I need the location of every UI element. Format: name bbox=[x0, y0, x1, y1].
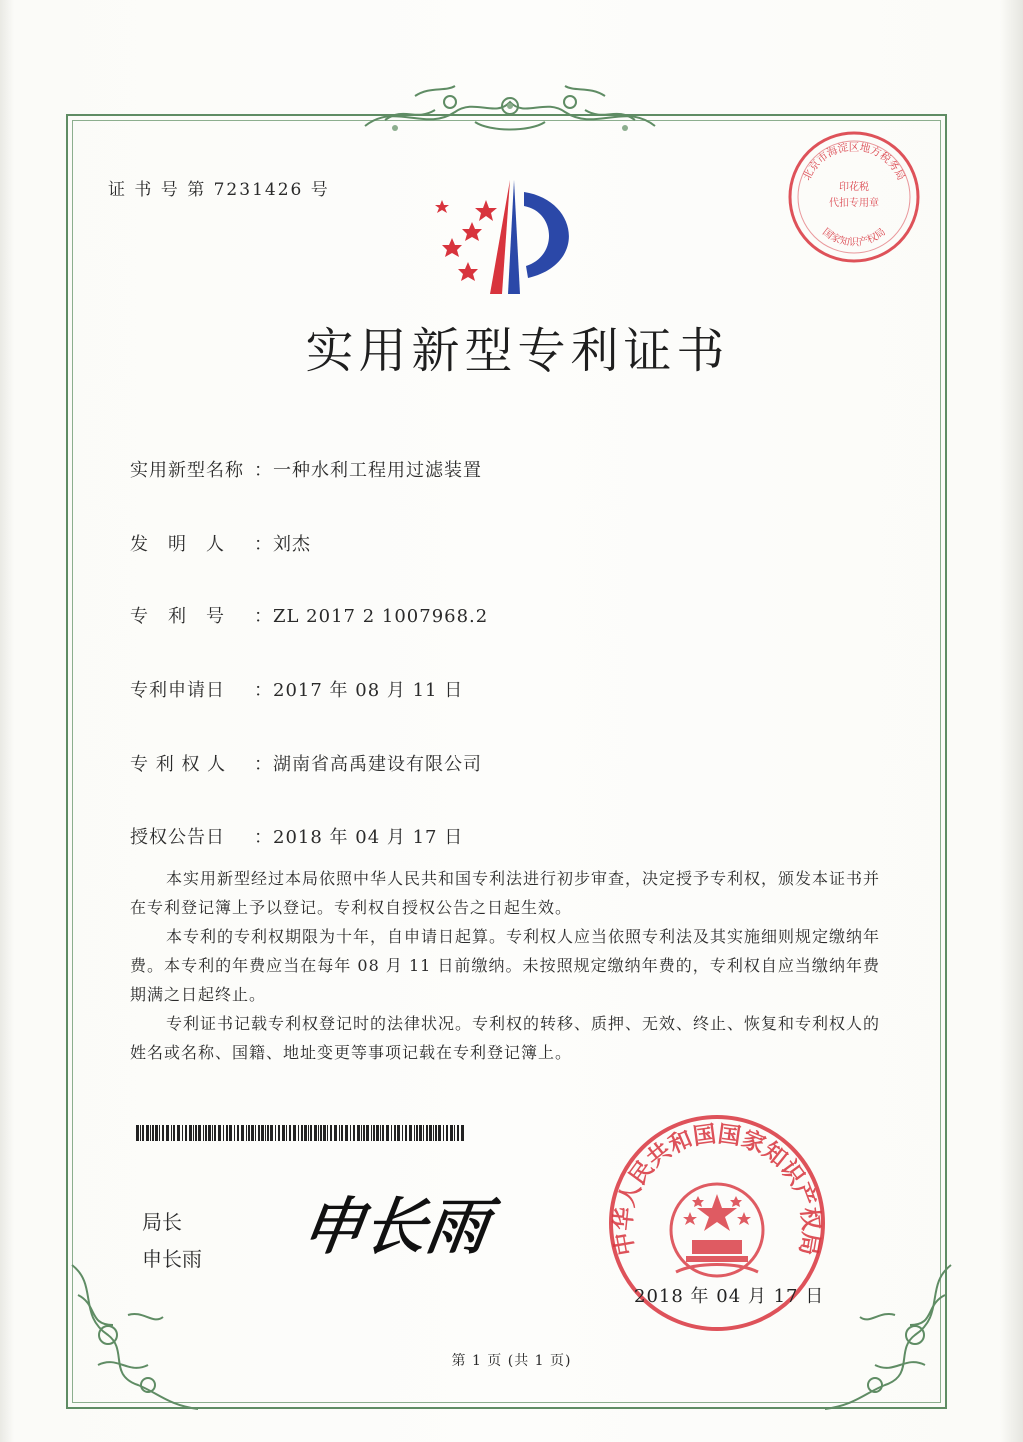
barcode-bar bbox=[334, 1125, 337, 1141]
barcode-bar bbox=[314, 1125, 317, 1141]
barcode-bar bbox=[386, 1125, 389, 1141]
barcode-bar bbox=[193, 1125, 194, 1141]
barcode-bar bbox=[218, 1125, 221, 1141]
field-label: 专利申请日 bbox=[130, 680, 225, 701]
barcode-bar bbox=[251, 1125, 254, 1141]
field-label: 实用新型名称 bbox=[130, 460, 244, 481]
barcode-bar bbox=[353, 1125, 355, 1141]
field-value: 刘杰 bbox=[273, 534, 311, 555]
barcode-bar bbox=[446, 1125, 448, 1141]
barcode-bar bbox=[223, 1125, 224, 1141]
barcode-bar bbox=[203, 1125, 204, 1141]
barcode-bar bbox=[318, 1125, 319, 1141]
field-separator: ： bbox=[254, 606, 273, 627]
bottom-left-ornament bbox=[68, 1255, 208, 1415]
barcode-bar bbox=[345, 1125, 348, 1141]
field-patentee bbox=[130, 750, 482, 776]
certificate-body bbox=[130, 864, 880, 1067]
barcode-bar bbox=[261, 1125, 264, 1141]
barcode-bar bbox=[177, 1125, 180, 1141]
bottom-right-ornament bbox=[815, 1255, 955, 1415]
field-patent-number bbox=[130, 602, 488, 628]
barcode-bar bbox=[366, 1125, 369, 1141]
barcode-bar bbox=[229, 1125, 232, 1141]
barcode-bar bbox=[182, 1125, 183, 1141]
field-label: 专 利 号 bbox=[130, 606, 225, 627]
barcode-bar bbox=[241, 1125, 244, 1141]
field-inventor bbox=[130, 530, 311, 556]
barcode-bar bbox=[433, 1125, 434, 1141]
barcode bbox=[136, 1125, 464, 1141]
director-title: 局长 bbox=[142, 1210, 182, 1234]
director-signature bbox=[292, 1178, 512, 1270]
barcode-bar bbox=[214, 1125, 216, 1141]
barcode-bar bbox=[454, 1125, 455, 1141]
barcode-bar bbox=[237, 1125, 239, 1141]
barcode-bar bbox=[166, 1125, 169, 1141]
barcode-bar bbox=[226, 1125, 228, 1141]
barcode-bar bbox=[397, 1125, 400, 1141]
barcode-bar bbox=[409, 1125, 412, 1141]
barcode-bar bbox=[310, 1125, 312, 1141]
barcode-bar bbox=[136, 1125, 139, 1141]
barcode-bar bbox=[173, 1125, 175, 1141]
seal-date: 2018 年 04 月 17 日 bbox=[634, 1286, 825, 1307]
barcode-bar bbox=[152, 1125, 154, 1141]
svg-text:国家知识产权局: 国家知识产权局 bbox=[820, 226, 888, 249]
field-value: ZL 2017 2 1007968.2 bbox=[273, 606, 489, 627]
barcode-bar bbox=[357, 1125, 360, 1141]
barcode-bar bbox=[429, 1125, 432, 1141]
field-separator: ： bbox=[254, 460, 273, 481]
field-value: 2017 年 08 月 11 日 bbox=[273, 680, 464, 701]
svg-text:代扣专用章: 代扣专用章 bbox=[829, 198, 879, 209]
page-number: 第 1 页 (共 1 页) bbox=[451, 1353, 572, 1369]
barcode-bar bbox=[212, 1125, 213, 1141]
field-grant-date bbox=[130, 823, 463, 849]
field-value: 湖南省高禹建设有限公司 bbox=[273, 754, 482, 775]
svg-text:中华人民共和国国家知识产权局: 中华人民共和国国家知识产权局 bbox=[610, 1121, 824, 1258]
barcode-bar bbox=[293, 1125, 296, 1141]
svg-text:印花税: 印花税 bbox=[839, 182, 869, 193]
barcode-bar bbox=[304, 1125, 307, 1141]
barcode-bar bbox=[416, 1125, 418, 1141]
barcode-bar bbox=[265, 1125, 266, 1141]
barcode-bar bbox=[205, 1125, 207, 1141]
barcode-bar bbox=[301, 1125, 303, 1141]
barcode-bar bbox=[394, 1125, 396, 1141]
barcode-bar bbox=[320, 1125, 322, 1141]
barcode-bar bbox=[198, 1125, 201, 1141]
barcode-bar bbox=[330, 1125, 332, 1141]
barcode-bar bbox=[382, 1125, 384, 1141]
barcode-bar bbox=[426, 1125, 428, 1141]
barcode-bar bbox=[258, 1125, 260, 1141]
barcode-bar bbox=[189, 1125, 192, 1141]
field-application-date bbox=[130, 676, 463, 702]
body-paragraph: 本专利的专利权期限为十年，自申请日起算。专利权人应当依照专利法及其实施细则规定缴纳年费。本专利的年费应当在每年 08 月 11 日前缴纳。未按照规定缴纳年费的，专利权自应当缴纳年费期满之日起终止。 bbox=[130, 927, 881, 1004]
barcode-bar bbox=[155, 1125, 158, 1141]
barcode-bar bbox=[443, 1125, 444, 1141]
barcode-bar bbox=[185, 1125, 187, 1141]
field-separator: ： bbox=[254, 827, 273, 848]
barcode-bar bbox=[255, 1125, 256, 1141]
barcode-bar bbox=[323, 1125, 326, 1141]
barcode-bar bbox=[140, 1125, 141, 1141]
barcode-bar bbox=[286, 1125, 287, 1141]
barcode-bar bbox=[419, 1125, 422, 1141]
barcode-bar bbox=[450, 1125, 453, 1141]
barcode-bar bbox=[208, 1125, 211, 1141]
barcode-bar bbox=[142, 1125, 144, 1141]
barcode-bar bbox=[308, 1125, 309, 1141]
barcode-bar bbox=[339, 1125, 340, 1141]
barcode-bar bbox=[361, 1125, 362, 1141]
barcode-bar bbox=[414, 1125, 415, 1141]
field-value: 一种水利工程用过滤装置 bbox=[273, 460, 482, 481]
field-separator: ： bbox=[254, 680, 273, 701]
barcode-bar bbox=[438, 1125, 441, 1141]
top-ornament bbox=[355, 82, 665, 138]
barcode-bar bbox=[298, 1125, 299, 1141]
certificate-number: 证 书 号 第 7231426 号 bbox=[108, 180, 330, 200]
field-utility-model-name bbox=[130, 456, 482, 482]
barcode-bar bbox=[275, 1125, 276, 1141]
barcode-bar bbox=[159, 1125, 160, 1141]
barcode-bar bbox=[327, 1125, 328, 1141]
barcode-bar bbox=[363, 1125, 365, 1141]
barcode-bar bbox=[376, 1125, 379, 1141]
barcode-bar bbox=[461, 1125, 464, 1141]
barcode-bar bbox=[150, 1125, 151, 1141]
barcode-bar bbox=[195, 1125, 197, 1141]
svg-text:北京市海淀区地方税务局: 北京市海淀区地方税务局 bbox=[800, 141, 908, 183]
barcode-bar bbox=[373, 1125, 375, 1141]
barcode-bar bbox=[380, 1125, 381, 1141]
barcode-bar bbox=[289, 1125, 291, 1141]
barcode-bar bbox=[402, 1125, 403, 1141]
barcode-bar bbox=[246, 1125, 247, 1141]
barcode-bar bbox=[162, 1125, 164, 1141]
body-paragraph: 专利证书记载专利权登记时的法律状况。专利权的转移、质押、无效、终止、恢复和专利权人的姓名或名称、国籍、地址变更等事项记载在专利登记簿上。 bbox=[130, 1014, 881, 1062]
director-name: 申长雨 bbox=[142, 1247, 202, 1271]
barcode-bar bbox=[248, 1125, 250, 1141]
field-label: 专 利 权 人 bbox=[130, 754, 227, 775]
barcode-bar bbox=[267, 1125, 269, 1141]
barcode-bar bbox=[350, 1125, 351, 1141]
field-label: 发 明 人 bbox=[130, 534, 225, 555]
barcode-bar bbox=[435, 1125, 437, 1141]
barcode-bar bbox=[282, 1125, 285, 1141]
barcode-bar bbox=[341, 1125, 343, 1141]
barcode-bar bbox=[371, 1125, 372, 1141]
svg-text:申长雨: 申长雨 bbox=[297, 1190, 494, 1263]
barcode-bar bbox=[391, 1125, 392, 1141]
field-separator: ： bbox=[254, 534, 273, 555]
field-label: 授权公告日 bbox=[130, 827, 225, 848]
barcode-bar bbox=[270, 1125, 273, 1141]
barcode-bar bbox=[423, 1125, 424, 1141]
patent-office-logo bbox=[428, 178, 584, 298]
barcode-bar bbox=[171, 1125, 172, 1141]
barcode-bar bbox=[234, 1125, 235, 1141]
field-separator: ： bbox=[254, 754, 273, 775]
barcode-bar bbox=[146, 1125, 149, 1141]
barcode-bar bbox=[457, 1125, 459, 1141]
document-title: 实用新型专利证书 bbox=[305, 323, 730, 379]
body-paragraph: 本实用新型经过本局依照中华人民共和国专利法进行初步审查，决定授予专利权，颁发本证书并在专利登记簿上予以登记。专利权自授权公告之日起生效。 bbox=[130, 869, 881, 917]
barcode-bar bbox=[405, 1125, 407, 1141]
tax-stamp-seal bbox=[785, 128, 923, 266]
field-value: 2018 年 04 月 17 日 bbox=[273, 827, 464, 848]
barcode-bar bbox=[278, 1125, 280, 1141]
